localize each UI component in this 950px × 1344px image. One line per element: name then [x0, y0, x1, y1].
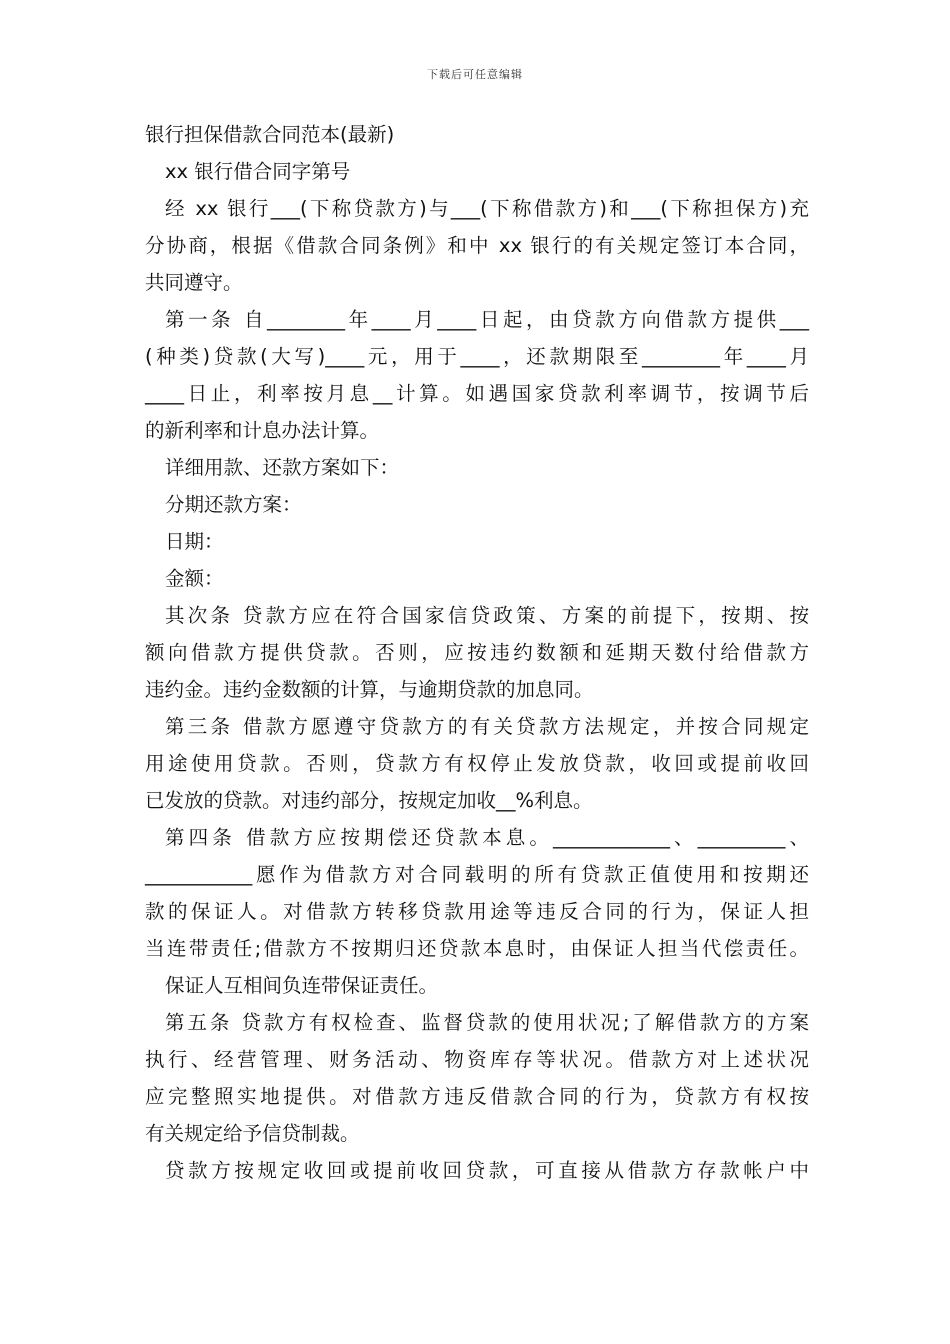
contract-number-line: xx 银行借合同字第号: [165, 160, 351, 183]
paragraph-line: (种类)贷款(大写)____元，用于____，还款期限至________年____月: [145, 345, 809, 368]
article-four-line: 第四条 借款方应按期偿还贷款本息。____________、_________、: [165, 826, 809, 849]
page-header-note: 下载后可任意编辑: [427, 68, 523, 81]
paragraph-line: 分协商，根据《借款合同条例》和中 xx 银行的有关规定签订本合同，: [145, 234, 809, 257]
paragraph-line: 金额：: [165, 567, 224, 590]
article-one-line: 第一条 自________年____月____日起，由贷款方向借款方提供___: [165, 308, 809, 331]
paragraph-line: 款的保证人。对借款方转移贷款用途等违反合同的行为，保证人担: [145, 900, 809, 923]
paragraph-line: 用途使用贷款。否则，贷款方有权停止发放贷款，收回或提前收回: [145, 752, 809, 775]
paragraph-line: 有关规定给予信贷制裁。: [145, 1122, 360, 1145]
contract-body: [145, 116, 809, 1189]
paragraph-line: 保证人互相间负连带保证责任。: [165, 974, 439, 997]
paragraph-line: 应完整照实地提供。对借款方违反借款合同的行为，贷款方有权按: [145, 1085, 809, 1108]
article-five-line: 第五条 贷款方有权检查、监督贷款的使用状况;了解借款方的方案: [165, 1011, 809, 1034]
paragraph-line: 日期：: [165, 530, 224, 553]
paragraph-line: 已发放的贷款。对违约部分，按规定加收__%利息。: [145, 789, 593, 812]
paragraph-line: 的新利率和计息办法计算。: [145, 419, 380, 442]
paragraph-line: ___________愿作为借款方对合同载明的所有贷款正值使用和按期还: [145, 863, 809, 886]
paragraph-line: 经 xx 银行___(下称贷款方)与___(下称借款方)和___(下称担保方)充: [165, 197, 809, 220]
article-two-line: 其次条 贷款方应在符合国家信贷政策、方案的前提下，按期、按: [165, 604, 809, 627]
paragraph-line: 贷款方按规定收回或提前收回贷款，可直接从借款方存款帐户中: [165, 1159, 809, 1182]
paragraph-line: 详细用款、还款方案如下：: [165, 456, 400, 479]
paragraph-line: 分期还款方案：: [165, 493, 302, 516]
paragraph-line: 违约金。违约金数额的计算，与逾期贷款的加息同。: [145, 678, 594, 701]
paragraph-line: 共同遵守。: [145, 271, 243, 294]
paragraph-line: 额向借款方提供贷款。否则，应按违约数额和延期天数付给借款方: [145, 641, 809, 664]
document-title: 银行担保借款合同范本(最新): [145, 123, 395, 146]
paragraph-line: 当连带责任;借款方不按期归还贷款本息时，由保证人担当代偿责任。: [145, 937, 809, 960]
paragraph-line: 执行、经营管理、财务活动、物资库存等状况。借款方对上述状况: [145, 1048, 809, 1071]
paragraph-line: ____日止，利率按月息__计算。如遇国家贷款利率调节，按调节后: [145, 382, 809, 405]
article-three-line: 第三条 借款方愿遵守贷款方的有关贷款方法规定，并按合同规定: [165, 715, 809, 738]
